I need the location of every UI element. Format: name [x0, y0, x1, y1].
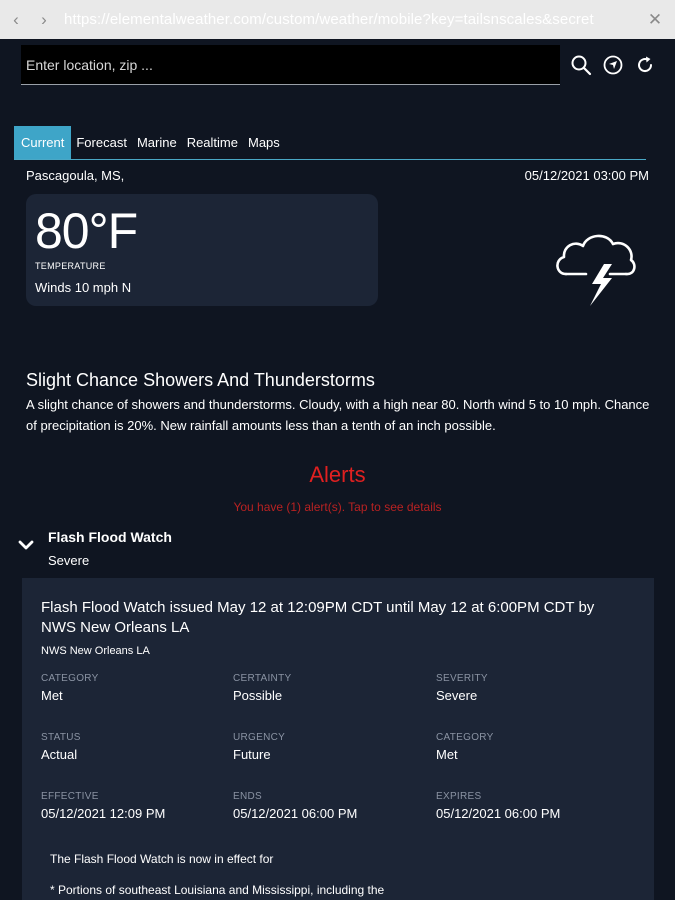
alert-office: NWS New Orleans LA [41, 645, 150, 657]
condition-title: Slight Chance Showers And Thunderstorms [26, 370, 375, 390]
tab-realtime[interactable]: Realtime [186, 135, 238, 150]
field-label: ENDS [233, 791, 262, 802]
field-value: Actual [41, 747, 78, 762]
temperature-card [26, 194, 378, 306]
observation-datetime: 05/12/2021 03:00 PM [524, 168, 649, 183]
locate-icon[interactable] [602, 54, 624, 76]
field-label: CERTAINTY [233, 673, 292, 684]
field-value: Possible [233, 688, 283, 703]
field-label: CATEGORY [436, 732, 494, 743]
field-effective [41, 791, 165, 821]
field-certainty [233, 673, 291, 703]
field-label: CATEGORY [41, 673, 99, 684]
field-value: Met [436, 747, 458, 762]
field-label: STATUS [41, 732, 81, 743]
url-field[interactable]: https://elementalweather.com/custom/weather/mobile?key=tailsnscales&secret [64, 11, 594, 28]
field-value: Future [233, 747, 271, 762]
alert-name[interactable]: Flash Flood Watch [48, 529, 172, 545]
tab-current[interactable]: Current [14, 126, 71, 159]
temperature-label: TEMPERATURE [35, 261, 106, 271]
alert-headline: Flash Flood Watch issued May 12 at 12:09PM CDT until May 12 at 6:00PM CDT by NWS New Orleans LA [41, 599, 595, 636]
field-value: 05/12/2021 12:09 PM [41, 806, 166, 821]
field-label: EFFECTIVE [41, 791, 99, 802]
alert-detail-card [22, 578, 654, 900]
tab-marine[interactable]: Marine [136, 135, 177, 150]
alert-body-line: The Flash Flood Watch is now in effect for [50, 852, 274, 866]
condition-description: A slight chance of showers and thunderstorms. Cloudy, with a high near 80. North wind 5 to 10 mph. Chance of precipitation is 20%. New rainfall amounts less than a tenth of an inch possible. [26, 397, 650, 433]
browser-url-bar [0, 0, 675, 39]
tab-bar [14, 126, 646, 160]
field-label: URGENCY [233, 732, 286, 743]
field-value: Severe [436, 688, 478, 703]
field-value: 05/12/2021 06:00 PM [436, 806, 561, 821]
search-input[interactable] [21, 45, 560, 84]
alert-severity: Severe [48, 553, 90, 568]
close-icon[interactable]: ✕ [647, 9, 663, 29]
field-category-2 [436, 732, 494, 762]
field-label: EXPIRES [436, 791, 482, 802]
field-label: SEVERITY [436, 673, 488, 684]
alert-body-line: * Portions of southeast Louisiana and Mississippi, including the [50, 883, 385, 897]
field-severity [436, 673, 488, 703]
field-ends [233, 791, 357, 821]
tab-forecast[interactable]: Forecast [76, 135, 127, 150]
wind-summary: Winds 10 mph N [35, 280, 132, 295]
alerts-heading: Alerts [309, 462, 366, 487]
field-expires [436, 791, 560, 821]
search-icon[interactable] [570, 54, 592, 76]
field-value: 05/12/2021 06:00 PM [233, 806, 358, 821]
field-value: Met [41, 688, 63, 703]
temperature-value: 80°F [35, 203, 138, 259]
back-icon[interactable]: ‹ [13, 9, 19, 29]
field-category [41, 673, 99, 703]
alerts-count-note[interactable]: You have (1) alert(s). Tap to see details [233, 500, 442, 514]
chevron-down-icon[interactable] [17, 537, 35, 553]
field-urgency [233, 732, 285, 762]
search-bar [21, 45, 560, 85]
forward-icon[interactable]: › [41, 9, 47, 29]
location-label: Pascagoula, MS, [26, 168, 125, 183]
field-status [41, 732, 81, 762]
thunderstorm-icon [552, 228, 638, 310]
tab-maps[interactable]: Maps [247, 135, 280, 150]
refresh-icon[interactable] [634, 54, 656, 76]
